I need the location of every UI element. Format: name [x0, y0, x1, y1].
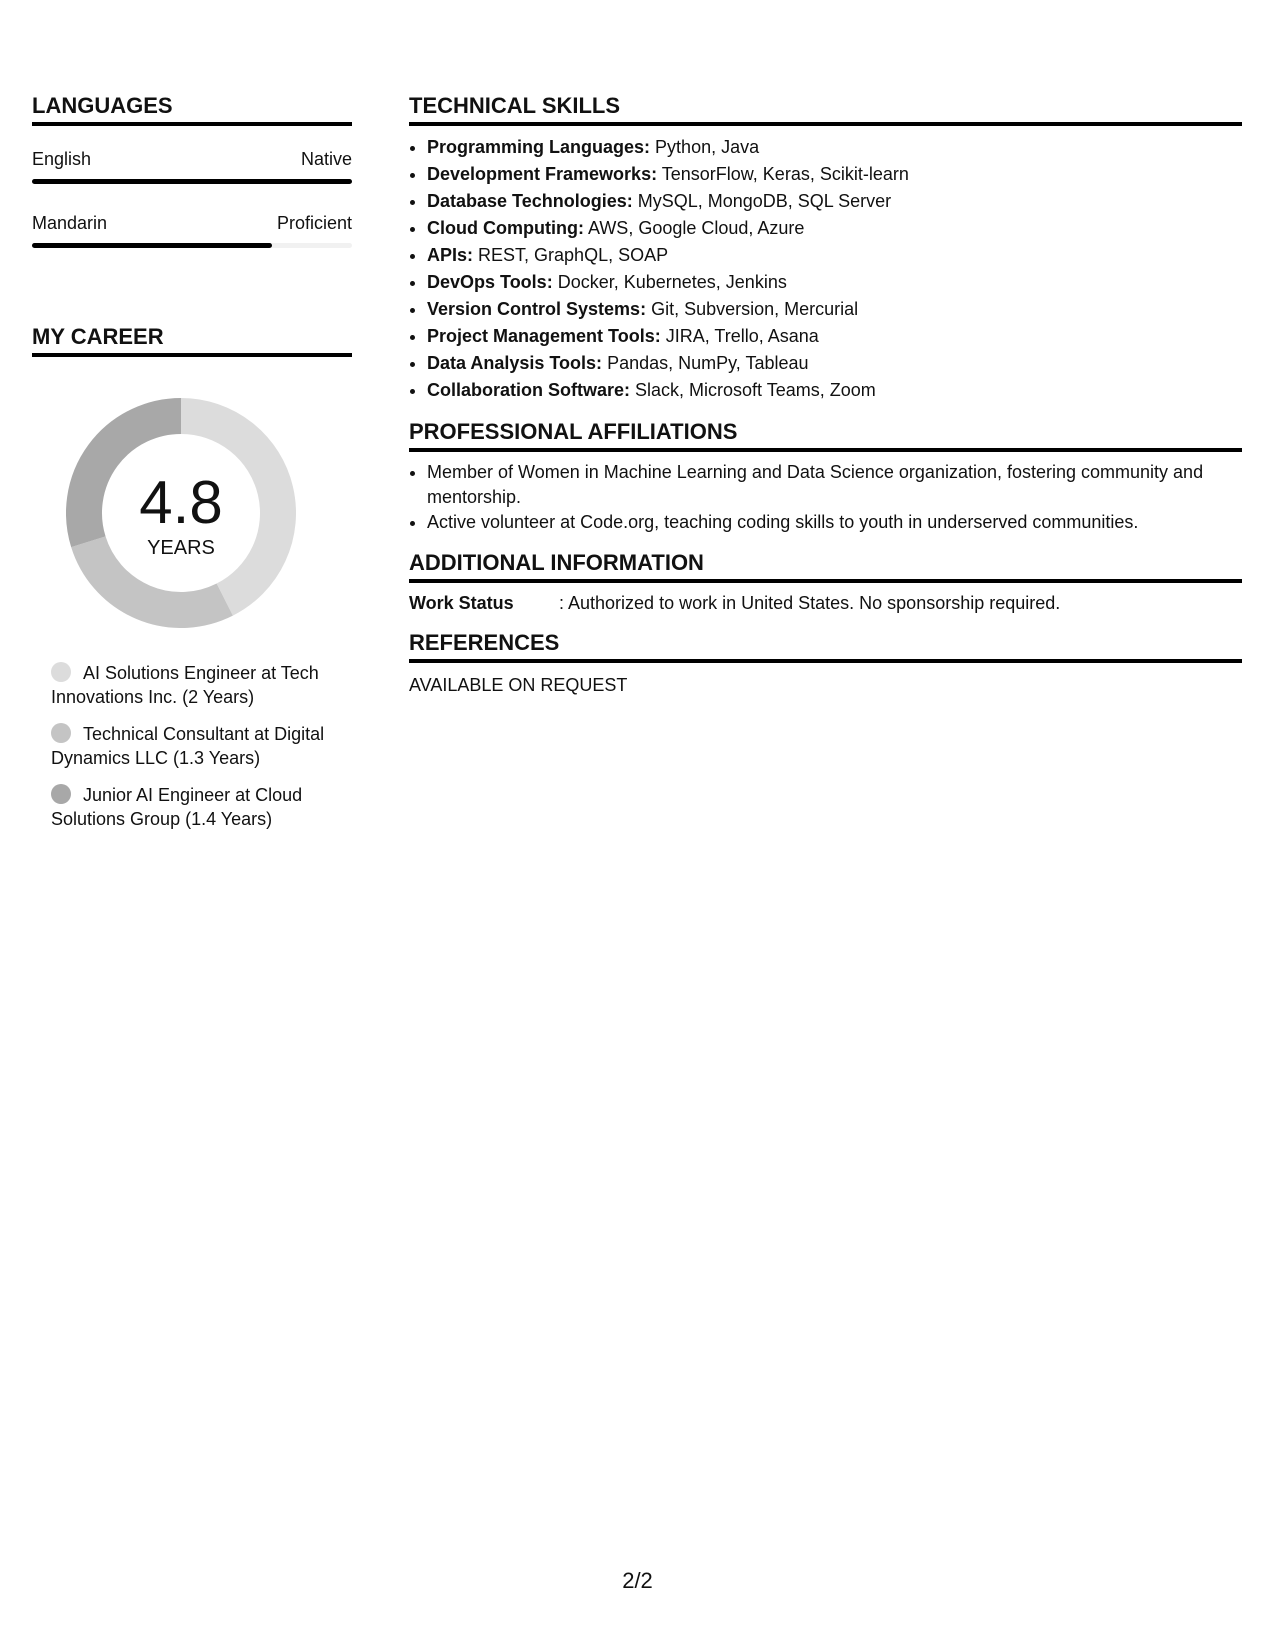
- skill-name: Cloud Computing:: [427, 218, 584, 238]
- skill-item: [427, 323, 1242, 350]
- skill-name: Development Frameworks:: [427, 164, 658, 184]
- language-proficiency-bar: [32, 179, 352, 184]
- language-level: Proficient: [276, 213, 352, 233]
- left-column: [32, 92, 352, 844]
- skill-name: Collaboration Software:: [427, 380, 631, 400]
- language-item-mandarin: [32, 212, 352, 248]
- language-proficiency-fill: [32, 243, 272, 248]
- skill-item: [427, 134, 1242, 161]
- career-heading: MY CAREER: [32, 323, 352, 357]
- work-status-row: [409, 591, 1242, 615]
- skill-item: [427, 377, 1242, 404]
- language-name: Mandarin: [32, 213, 108, 233]
- additional-info-section: [409, 549, 1242, 615]
- skill-item: [427, 269, 1242, 296]
- affiliations-section: [409, 418, 1242, 535]
- affiliation-item: • Active volunteer at Code.org, teaching coding skills to youth in underserved communities.: [427, 510, 1242, 535]
- skill-name: Project Management Tools:: [427, 326, 661, 346]
- career-total-years: 4.8: [139, 469, 223, 536]
- skill-name: DevOps Tools:: [427, 272, 553, 292]
- references-section: [409, 629, 1242, 697]
- skill-item: [427, 242, 1242, 269]
- language-proficiency-bar: [32, 243, 352, 248]
- skill-value: Docker, Kubernetes, Jenkins: [557, 272, 787, 292]
- career-legend-text: Junior AI Engineer at Cloud Solutions Group (1.4 Years): [51, 785, 303, 829]
- legend-dot-icon: [51, 662, 71, 682]
- technical-skills-section: [409, 92, 1242, 404]
- skill-value: Slack, Microsoft Teams, Zoom: [635, 380, 876, 400]
- page-number: 2/2: [622, 1568, 653, 1593]
- skill-name: Data Analysis Tools:: [427, 353, 603, 373]
- skill-value: AWS, Google Cloud, Azure: [587, 218, 805, 238]
- skill-value: TensorFlow, Keras, Scikit-learn: [661, 164, 909, 184]
- skill-value: Pandas, NumPy, Tableau: [607, 353, 809, 373]
- skill-item: [427, 188, 1242, 215]
- career-donut-chart: [66, 398, 296, 628]
- career-legend-text: Technical Consultant at Digital Dynamics LLC (1.3 Years): [51, 724, 325, 768]
- language-proficiency-fill: [32, 179, 352, 184]
- skill-name: Programming Languages:: [427, 137, 651, 157]
- skill-value: JIRA, Trello, Asana: [665, 326, 819, 346]
- language-name: English: [32, 149, 92, 169]
- career-total-unit: YEARS: [147, 537, 215, 559]
- skill-value: Git, Subversion, Mercurial: [651, 299, 859, 319]
- references-heading: REFERENCES: [409, 629, 1242, 663]
- technical-skills-heading: TECHNICAL SKILLS: [409, 92, 1242, 126]
- career-legend-text: AI Solutions Engineer at Tech Innovations Inc. (2 Years): [51, 663, 319, 707]
- language-item-english: [32, 148, 352, 184]
- technical-skills-list: [409, 134, 1242, 404]
- skill-value: REST, GraphQL, SOAP: [478, 245, 669, 265]
- career-legend: [51, 661, 341, 831]
- skill-name: Database Technologies:: [427, 191, 633, 211]
- legend-dot-icon: [51, 784, 71, 804]
- legend-dot-icon: [51, 723, 71, 743]
- references-text: AVAILABLE ON REQUEST: [409, 675, 628, 695]
- skill-item: [427, 215, 1242, 242]
- work-status-label: Work Status: [409, 593, 514, 613]
- skill-value: Python, Java: [655, 137, 760, 157]
- work-status-value: : Authorized to work in United States. No sponsorship required.: [559, 593, 1061, 613]
- languages-heading: LANGUAGES: [32, 92, 352, 126]
- career-legend-item: [51, 783, 341, 831]
- affiliations-list: [409, 460, 1242, 535]
- right-column: [409, 92, 1242, 697]
- career-legend-item: [51, 722, 341, 770]
- career-legend-item: [51, 661, 341, 709]
- language-level: Native: [300, 149, 352, 169]
- affiliation-item: • Member of Women in Machine Learning and Data Science organization, fostering community and mentorship.: [427, 460, 1242, 510]
- additional-info-heading: ADDITIONAL INFORMATION: [409, 549, 1242, 583]
- affiliations-heading: PROFESSIONAL AFFILIATIONS: [409, 418, 1242, 452]
- skill-value: MySQL, MongoDB, SQL Server: [637, 191, 892, 211]
- skill-name: APIs:: [427, 245, 474, 265]
- skill-name: Version Control Systems:: [427, 299, 647, 319]
- skill-item: [427, 161, 1242, 188]
- skill-item: [427, 296, 1242, 323]
- skill-item: [427, 350, 1242, 377]
